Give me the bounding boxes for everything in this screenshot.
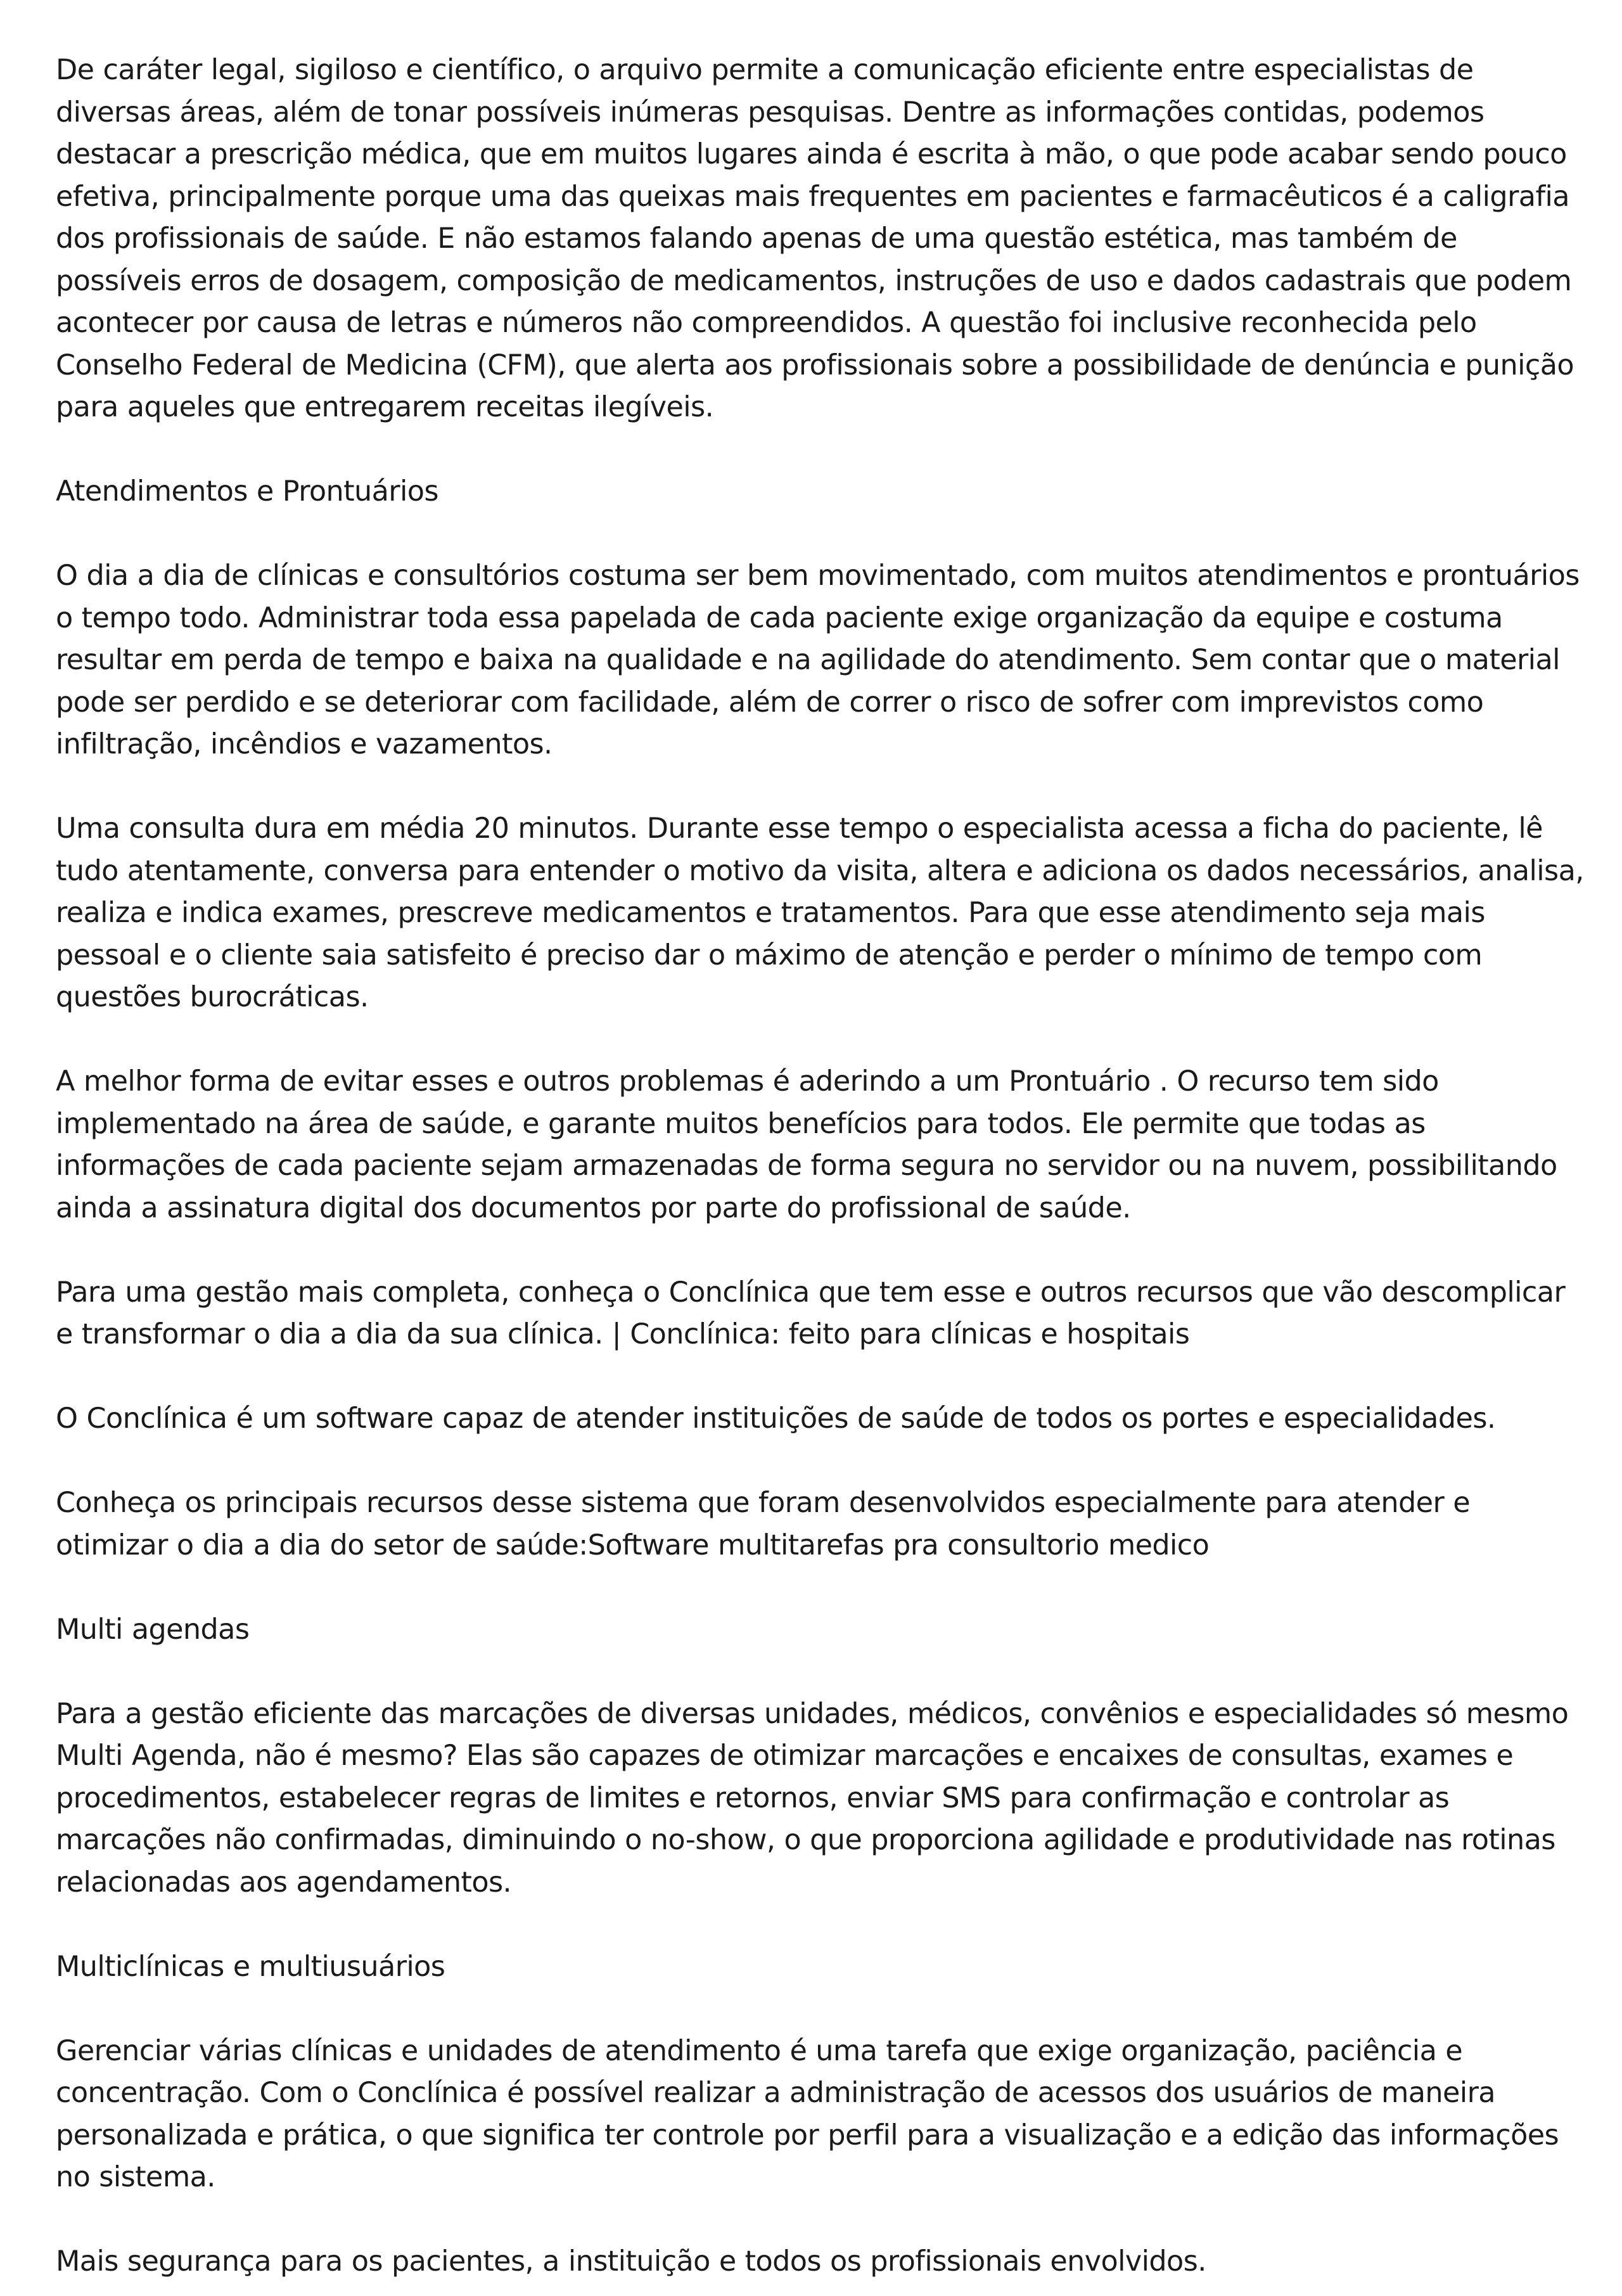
paragraph-clinic-daily-routine: O dia a dia de clínicas e consultórios costuma ser bem movimentado, com muitos atendimentos e prontuários o tempo todo. Administrar toda essa papelada de cada paciente exige organização da equipe e costuma resultar em perda de tempo e baixa na qualidade e na agilidade do atendimento. Sem contar que o material pode ser perdido e se deteriorar com facilidade, além de correr o risco de sofrer com imprevistos como infiltração, incêndios e vazamentos. [56, 560, 1580, 760]
paragraph-multiclinicas: Gerenciar várias clínicas e unidades de atendimento é uma tarefa que exige organização, paciência e concentração. Com o Conclínica é possível realizar a administração de acessos dos usuários de maneira personalizada e prática, o que significa ter controle por perfil para a visualização e a edição das informações no sistema. [56, 2034, 1559, 2193]
paragraph-main-features: Conheça os principais recursos desse sistema que foram desenvolvidos especialmente para atender e otimizar o dia a dia do setor de saúde:Software multitarefas pra consultorio medico [56, 1487, 1470, 1562]
document-body [56, 49, 1589, 2283]
paragraph-prontuario-benefits: A melhor forma de evitar esses e outros problemas é aderindo a um Prontuário . O recurso tem sido implementado na área de saúde, e garante muitos benefícios para todos. Ele permite que todas as informações de cada paciente sejam armazenadas de forma segura no servidor ou na nuvem, possibilitando ainda a assinatura digital dos documentos por parte do profissional de saúde. [56, 1065, 1557, 1224]
paragraph-conclinica-intro: Para uma gestão mais completa, conheça o Conclínica que tem esse e outros recursos que vão descomplicar e transformar o dia a dia da sua clínica. | Conclínica: feito para clínicas e hospitais [56, 1276, 1566, 1350]
heading-multi-agendas: Multi agendas [56, 1613, 250, 1646]
paragraph-consultation-duration: Uma consulta dura em média 20 minutos. Durante esse tempo o especialista acessa a ficha do paciente, lê tudo atentamente, conversa para entender o motivo da visita, altera e adiciona os dados necessários, analisa, realiza e indica exames, prescreve medicamentos e tratamentos. Para que esse atendimento seja mais pessoal e o cliente saia satisfeito é preciso dar o máximo de atenção e perder o mínimo de tempo com questões burocráticas. [56, 812, 1584, 1013]
paragraph-multi-agendas: Para a gestão eficiente das marcações de diversas unidades, médicos, convênios e especialidades só mesmo Multi Agenda, não é mesmo? Elas são capazes de otimizar marcações e encaixes de consultas, exames e procedimentos, estabelecer regras de limites e retornos, enviar SMS para confirmação e controlar as marcações não confirmadas, diminuindo o no-show, o que proporciona agilidade e produtividade nas rotinas relacionadas aos agendamentos. [56, 1697, 1569, 1899]
paragraph-security: Mais segurança para os pacientes, a instituição e todos os profissionais envolvidos. [56, 2245, 1206, 2278]
heading-atendimentos-prontuarios: Atendimentos e Prontuários [56, 475, 438, 508]
heading-multiclinicas: Multiclínicas e multiusuários [56, 1950, 445, 1983]
paragraph-conclinica-software: O Conclínica é um software capaz de atender instituições de saúde de todos os portes e especialidades. [56, 1402, 1496, 1435]
paragraph-legal-character: De caráter legal, sigiloso e científico, o arquivo permite a comunicação eficiente entre especialistas de diversas áreas, além de tonar possíveis inúmeras pesquisas. Dentre as informações contidas, podemos destacar a prescrição médica, que em muitos lugares ainda é escrita à mão, o que pode acabar sendo pouco efetiva, principalmente porque uma das queixas mais frequentes em pacientes e farmacêuticos é a caligrafia dos profissionais de saúde. E não estamos falando apenas de uma questão estética, mas também de possíveis erros de dosagem, composição de medicamentos, instruções de uso e dados cadastrais que podem acontecer por causa de letras e números não compreendidos. A questão foi inclusive reconhecida pelo Conselho Federal de Medicina (CFM), que alerta aos profissionais sobre a possibilidade de denúncia e punição para aqueles que entregarem receitas ilegíveis. [56, 54, 1574, 423]
